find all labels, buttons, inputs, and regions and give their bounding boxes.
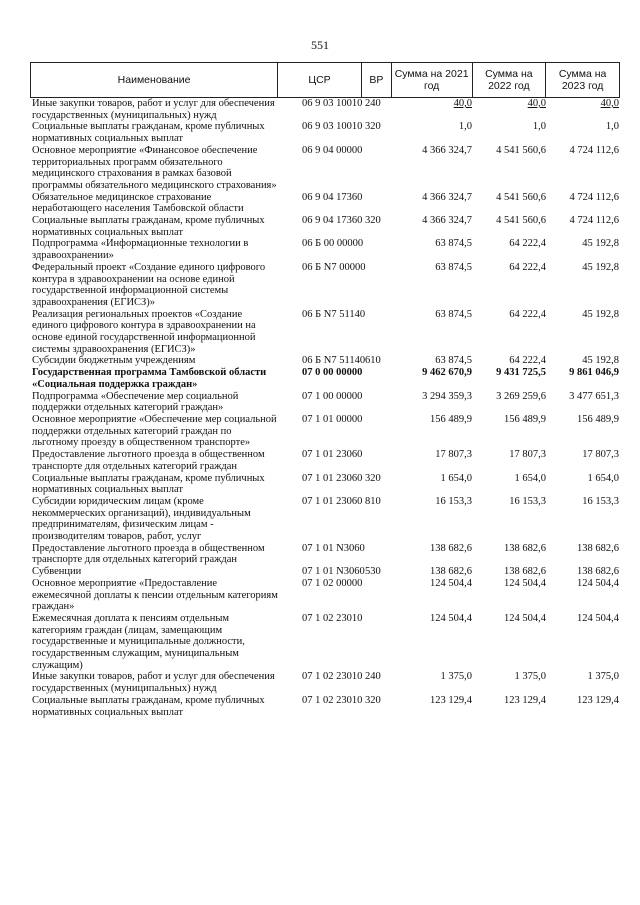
table-row — [30, 98, 620, 121]
row-sum-2022: 9 431 725,5 — [496, 367, 546, 379]
row-sum-2022: 123 129,4 — [504, 694, 546, 706]
row-vr — [362, 238, 392, 261]
row-sum-2023: 138 682,6 — [577, 566, 619, 578]
row-name: Субсидии бюджетным учреждениям — [32, 355, 196, 367]
row-sum-2022: 1 654,0 — [514, 472, 546, 484]
row-sum-2022: 138 682,6 — [504, 542, 546, 554]
row-sum-2023: 124 504,4 — [577, 577, 619, 589]
table-row — [30, 262, 620, 309]
row-csr: 07 1 02 23010 — [302, 694, 363, 706]
row-sum-2021: 63 874,5 — [435, 261, 472, 273]
table-row — [30, 671, 620, 694]
row-vr: 320 — [365, 215, 381, 227]
table-row — [30, 238, 620, 261]
table-row — [30, 192, 620, 215]
row-name: Предоставление льготного проезда в общественном транспорте для отдельных категорий граждан — [32, 449, 265, 472]
row-sum-2023: 4 724 112,6 — [569, 144, 619, 156]
row-csr: 07 1 01 23060 — [302, 472, 363, 484]
table-row — [30, 695, 620, 718]
row-sum-2023: 138 682,6 — [577, 542, 619, 554]
row-sum-2021: 4 366 324,7 — [422, 191, 472, 203]
row-vr: 320 — [365, 121, 381, 133]
table-row — [30, 215, 620, 238]
table-row — [30, 414, 620, 449]
header-sum-2023: Сумма на 2023 год — [558, 68, 607, 92]
row-csr: 07 1 02 23010 — [302, 612, 363, 624]
row-sum-2022: 64 222,4 — [509, 355, 546, 367]
row-vr — [362, 309, 392, 356]
table-row — [30, 449, 620, 472]
row-sum-2021: 40,0 — [453, 98, 472, 109]
table-row — [30, 309, 620, 356]
row-csr: 06 Б N7 00000 — [302, 261, 366, 273]
row-name: Федеральный проект «Создание единого цифрового контура в здравоохранении на основе единой государственной информационной системы здравоохранения (ЕГИСЗ)» — [32, 261, 266, 308]
row-csr: 06 Б N7 51140 — [302, 355, 366, 367]
table-row — [30, 566, 620, 578]
row-sum-2022: 138 682,6 — [504, 566, 546, 578]
row-csr: 07 1 01 23060 — [302, 449, 363, 461]
row-sum-2022: 4 541 560,6 — [496, 191, 546, 203]
row-sum-2022: 64 222,4 — [509, 308, 546, 320]
row-csr: 06 Б 00 00000 — [302, 238, 364, 250]
row-vr: 610 — [365, 355, 381, 367]
row-sum-2023: 45 192,8 — [582, 355, 619, 367]
row-sum-2021: 138 682,6 — [430, 566, 472, 578]
row-vr — [362, 543, 392, 566]
table-body — [30, 98, 620, 718]
row-vr — [362, 578, 392, 613]
page-number: 551 — [311, 38, 329, 52]
row-name: Субвенции — [32, 566, 82, 578]
row-sum-2021: 3 294 359,3 — [422, 390, 472, 402]
table-row — [30, 496, 620, 543]
row-sum-2021: 1 375,0 — [440, 671, 472, 683]
row-sum-2021: 9 462 670,9 — [422, 367, 472, 379]
row-csr: 07 1 01 00000 — [302, 413, 363, 425]
row-csr: 06 Б N7 51140 — [302, 308, 366, 320]
row-name: Государственная программа Тамбовской области «Социальная поддержка граждан» — [32, 367, 267, 390]
row-vr — [362, 391, 392, 414]
row-sum-2021: 63 874,5 — [435, 238, 472, 250]
row-vr: 240 — [365, 98, 381, 109]
row-vr — [362, 262, 392, 309]
row-vr — [362, 192, 392, 215]
table-row — [30, 121, 620, 144]
row-sum-2021: 1,0 — [458, 121, 472, 133]
row-sum-2023: 17 807,3 — [582, 449, 619, 461]
row-csr: 07 1 02 00000 — [302, 577, 363, 589]
row-sum-2022: 1,0 — [532, 121, 546, 133]
row-sum-2021: 16 153,3 — [435, 495, 472, 507]
row-vr: 320 — [365, 694, 381, 706]
row-sum-2021: 4 366 324,7 — [422, 144, 472, 156]
row-vr — [362, 145, 392, 192]
row-sum-2023: 4 724 112,6 — [569, 215, 619, 227]
row-sum-2022: 4 541 560,6 — [496, 144, 546, 156]
row-name: Подпрограмма «Информационные технологии в здравоохранении» — [32, 238, 249, 262]
table-header — [30, 62, 620, 98]
row-name: Основное мероприятие «Финансовое обеспечение территориальных программ обязательного медицинского страхования в рамках базовой программы обязательного медицинского страхования» — [32, 144, 277, 191]
row-sum-2023: 124 504,4 — [577, 612, 619, 624]
row-sum-2023: 9 861 046,9 — [569, 367, 619, 379]
header-vr: ВР — [362, 63, 392, 97]
table-row — [30, 391, 620, 414]
row-sum-2023: 123 129,4 — [577, 694, 619, 706]
row-sum-2022: 1 375,0 — [514, 671, 546, 683]
row-vr — [362, 449, 392, 472]
row-name: Обязательное медицинское страхование неработающего населения Тамбовской области — [32, 191, 244, 215]
row-sum-2023: 1 375,0 — [587, 671, 619, 683]
header-csr: ЦСР — [278, 63, 362, 97]
row-sum-2022: 40,0 — [527, 98, 546, 109]
row-sum-2021: 124 504,4 — [430, 577, 472, 589]
header-name: Наименование — [31, 63, 278, 97]
row-sum-2023: 45 192,8 — [582, 238, 619, 250]
row-name: Социальные выплаты гражданам, кроме публичных нормативных социальных выплат — [32, 121, 265, 145]
row-csr: 07 1 01 23060 — [302, 495, 363, 507]
row-sum-2023: 4 724 112,6 — [569, 191, 619, 203]
row-sum-2023: 45 192,8 — [582, 261, 619, 273]
header-sum-2021: Сумма на 2021 год — [392, 63, 473, 97]
row-sum-2021: 124 504,4 — [430, 612, 472, 624]
row-csr: 06 9 04 00000 — [302, 144, 363, 156]
row-sum-2021: 156 489,9 — [430, 413, 472, 425]
row-csr: 07 0 00 00000 — [302, 367, 363, 379]
table-row — [30, 355, 620, 367]
row-sum-2023: 3 477 651,3 — [569, 390, 619, 402]
row-name: Основное мероприятие «Обеспечение мер социальной поддержки отдельных категорий граждан по льготному проезду в общественном транспорте» — [32, 413, 277, 449]
row-sum-2022: 4 541 560,6 — [496, 215, 546, 227]
row-sum-2021: 17 807,3 — [435, 449, 472, 461]
row-sum-2021: 63 874,5 — [435, 355, 472, 367]
row-vr — [362, 613, 392, 672]
row-name: Иные закупки товаров, работ и услуг для обеспечения государственных (муниципальных) нужд — [32, 671, 275, 695]
row-name: Ежемесячная доплата к пенсиям отдельным категориям граждан (лицам, замещающим государственные и муниципальные должности, государственным служащим, муниципальным служащим) — [32, 612, 245, 671]
row-vr: 810 — [365, 495, 381, 507]
table-row — [30, 145, 620, 192]
row-name: Реализация региональных проектов «Создание единого цифрового контура в здравоохранении на основе единой государственной информационной системы здравоохранения (ЕГИСЗ)» — [32, 308, 256, 355]
row-sum-2022: 64 222,4 — [509, 261, 546, 273]
row-sum-2022: 124 504,4 — [504, 577, 546, 589]
row-name: Иные закупки товаров, работ и услуг для обеспечения государственных (муниципальных) нужд — [32, 98, 275, 121]
table-row — [30, 473, 620, 496]
row-csr: 07 1 02 23010 — [302, 671, 363, 683]
row-sum-2023: 16 153,3 — [582, 495, 619, 507]
row-sum-2021: 138 682,6 — [430, 542, 472, 554]
row-sum-2022: 64 222,4 — [509, 238, 546, 250]
row-name: Социальные выплаты гражданам, кроме публичных нормативных социальных выплат — [32, 472, 265, 496]
budget-table — [30, 62, 620, 718]
row-name: Социальные выплаты гражданам, кроме публичных нормативных социальных выплат — [32, 694, 265, 718]
row-vr: 240 — [365, 671, 381, 683]
row-name: Основное мероприятие «Предоставление ежемесячной доплаты к пенсии отдельным категориям граждан» — [32, 577, 278, 613]
row-vr — [362, 367, 392, 390]
row-name: Социальные выплаты гражданам, кроме публичных нормативных социальных выплат — [32, 215, 265, 238]
row-sum-2022: 17 807,3 — [509, 449, 546, 461]
row-csr: 07 1 01 N3060 — [302, 542, 365, 554]
row-csr: 06 9 03 10010 — [302, 121, 363, 133]
row-csr: 07 1 01 N3060 — [302, 566, 365, 578]
row-name: Предоставление льготного проезда в общественном транспорте для отдельных категорий граждан — [32, 542, 265, 566]
header-sum-2022: Сумма на 2022 год — [473, 63, 547, 97]
row-sum-2021: 1 654,0 — [440, 472, 472, 484]
row-vr: 530 — [365, 566, 381, 578]
row-sum-2023: 40,0 — [600, 98, 619, 109]
row-vr — [362, 414, 392, 449]
row-csr: 06 9 04 17360 — [302, 191, 363, 203]
table-row — [30, 367, 620, 390]
table-row — [30, 543, 620, 566]
table-row — [30, 613, 620, 672]
row-sum-2021: 4 366 324,7 — [422, 215, 472, 227]
row-csr: 06 9 03 10010 — [302, 98, 363, 109]
row-sum-2022: 156 489,9 — [504, 413, 546, 425]
row-sum-2021: 123 129,4 — [430, 694, 472, 706]
row-sum-2023: 156 489,9 — [577, 413, 619, 425]
row-vr: 320 — [365, 472, 381, 484]
row-sum-2022: 16 153,3 — [509, 495, 546, 507]
row-csr: 07 1 00 00000 — [302, 390, 363, 402]
row-sum-2022: 124 504,4 — [504, 612, 546, 624]
table-row — [30, 578, 620, 613]
row-sum-2023: 1 654,0 — [587, 472, 619, 484]
row-sum-2023: 1,0 — [605, 121, 619, 133]
row-csr: 06 9 04 17360 — [302, 215, 363, 227]
row-sum-2021: 63 874,5 — [435, 308, 472, 320]
row-sum-2022: 3 269 259,6 — [496, 390, 546, 402]
row-sum-2023: 45 192,8 — [582, 308, 619, 320]
row-name: Подпрограмма «Обеспечение мер социальной поддержки отдельных категорий граждан» — [32, 390, 239, 414]
row-name: Субсидии юридическим лицам (кроме некоммерческих организаций), индивидуальным предпринимателям, физическим лицам - производителям товаров, работ, услуг — [32, 495, 251, 543]
